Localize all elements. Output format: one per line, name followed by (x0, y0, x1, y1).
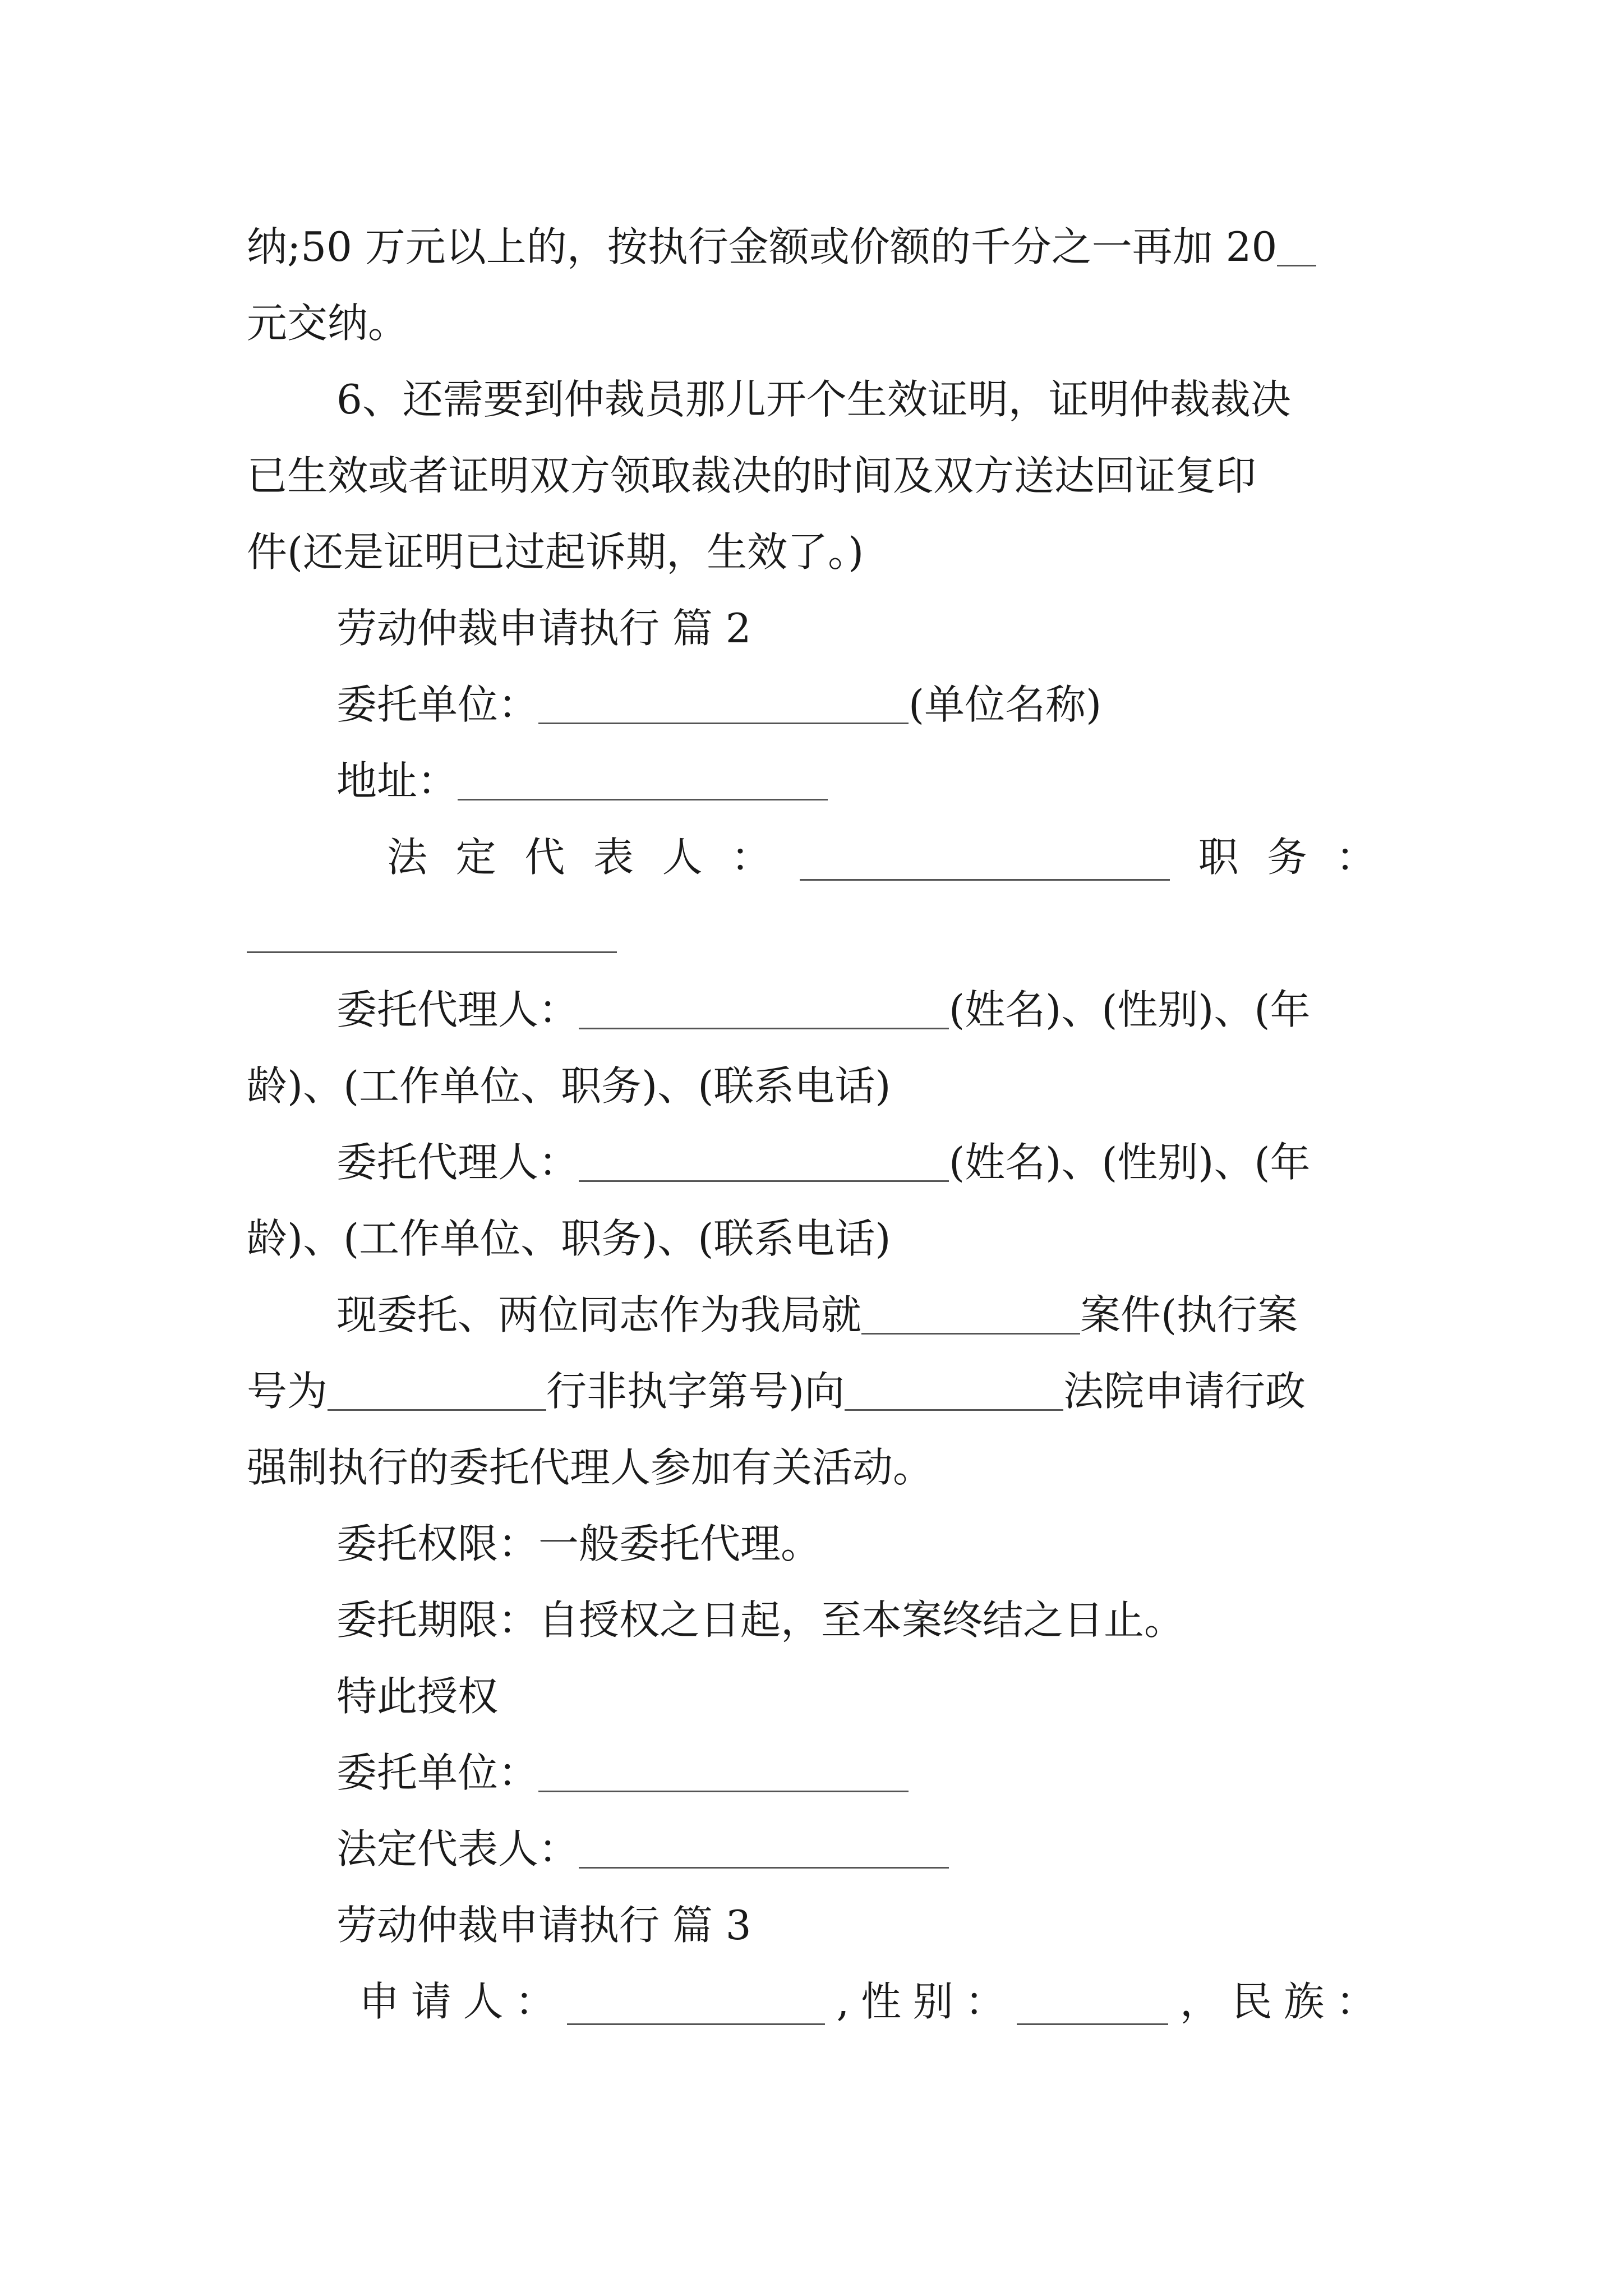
blank-line (861, 1288, 1080, 1335)
label: (姓名)、(性别)、(年 (949, 986, 1311, 1033)
char: ： (1335, 834, 1376, 881)
char: 申 (359, 1978, 400, 2025)
char: ： (515, 1978, 556, 2025)
blank-line (845, 1364, 1063, 1411)
blank-line (538, 678, 909, 724)
label: 委托单位： (336, 1749, 539, 1796)
label: 委托代理人： (336, 1139, 579, 1186)
char: 性 (861, 1978, 902, 2025)
char: 人 (463, 1978, 504, 2025)
paragraph-line: 强制执行的委托代理人参加有关活动。 (247, 1444, 934, 1491)
agent-row (336, 970, 1376, 1049)
char: 人 (662, 834, 703, 881)
applicant-row (359, 1962, 1376, 2041)
sign-rep-row (336, 1810, 1376, 1888)
char: 别 (912, 1978, 953, 2025)
paragraph-line: 龄)、(工作单位、职务)、(联系电话) (247, 1062, 891, 1110)
label: 地址： (336, 757, 458, 804)
blank-line (247, 907, 617, 953)
label: (单位名称) (909, 681, 1102, 728)
char: 表 (593, 834, 634, 881)
char: 民 (1232, 1978, 1272, 2025)
text: 案件(执行案 (1080, 1291, 1298, 1338)
blank-line (538, 1746, 909, 1792)
char: ： (965, 1978, 1006, 2025)
paragraph-line: 元交纳。 (247, 300, 409, 347)
blank-line (1017, 1978, 1168, 2025)
char: 族 (1284, 1978, 1325, 2025)
duty-blank-row (247, 894, 1376, 973)
paragraph-line: 件(还是证明已过起诉期，生效了。) (247, 528, 864, 576)
paragraph-line: 龄)、(工作单位、职务)、(联系电话) (247, 1215, 891, 1262)
text: 现委托、两位同志作为我局就 (336, 1291, 862, 1338)
paragraph-line: 已生效或者证明双方领取裁决的时间及双方送达回证复印 (247, 452, 1257, 499)
entrust-unit-row (336, 665, 1376, 744)
text: 行非执字第号)向 (546, 1368, 845, 1415)
char: , (836, 1978, 850, 2025)
section-heading: 劳动仲裁申请执行 篇 3 (336, 1902, 751, 1949)
paragraph-line: 特此授权 (336, 1673, 499, 1720)
char: 务 (1267, 834, 1308, 881)
blank-line (458, 754, 828, 800)
text: 号为 (247, 1368, 328, 1415)
sign-unit-row (336, 1733, 1376, 1812)
paragraph-line: 委托期限：自授权之日起，至本案终结之日止。 (336, 1596, 1185, 1644)
char: 代 (524, 834, 565, 881)
paragraph-line (247, 1352, 1376, 1430)
blank-line (579, 1822, 949, 1869)
blank-line (1277, 220, 1316, 266)
label: 委托单位： (336, 681, 539, 728)
address-row (336, 742, 1376, 820)
label: 法定代表人： (336, 1825, 579, 1872)
label: (姓名)、(性别)、(年 (949, 1139, 1311, 1186)
char: 法 (387, 834, 428, 881)
agent-row (336, 1123, 1376, 1202)
char: 定 (455, 834, 496, 881)
blank-line (579, 1135, 949, 1182)
blank-line (328, 1364, 546, 1411)
char: ： (1335, 1978, 1376, 2025)
char: ： (731, 834, 772, 881)
paragraph-line: 委托权限：一般委托代理。 (336, 1520, 822, 1567)
paragraph-line: 6、还需要到仲裁员那儿开个生效证明，证明仲裁裁决 (336, 376, 1291, 423)
blank-line (567, 1978, 825, 2025)
section-heading: 劳动仲裁申请执行 篇 2 (336, 605, 751, 652)
char: ， (1179, 1978, 1220, 2025)
paragraph-line (247, 208, 1376, 286)
text: 纳;50 万元以上的，按执行金额或价额的千分之一再加 20 (247, 223, 1278, 270)
blank-line (579, 983, 949, 1029)
legal-rep-duty-row (387, 818, 1376, 896)
paragraph-line (336, 1276, 1376, 1354)
char: 职 (1198, 834, 1239, 881)
char: 请 (411, 1978, 451, 2025)
blank-line (800, 834, 1170, 881)
label: 委托代理人： (336, 986, 579, 1033)
text: 法院申请行政 (1063, 1368, 1306, 1415)
